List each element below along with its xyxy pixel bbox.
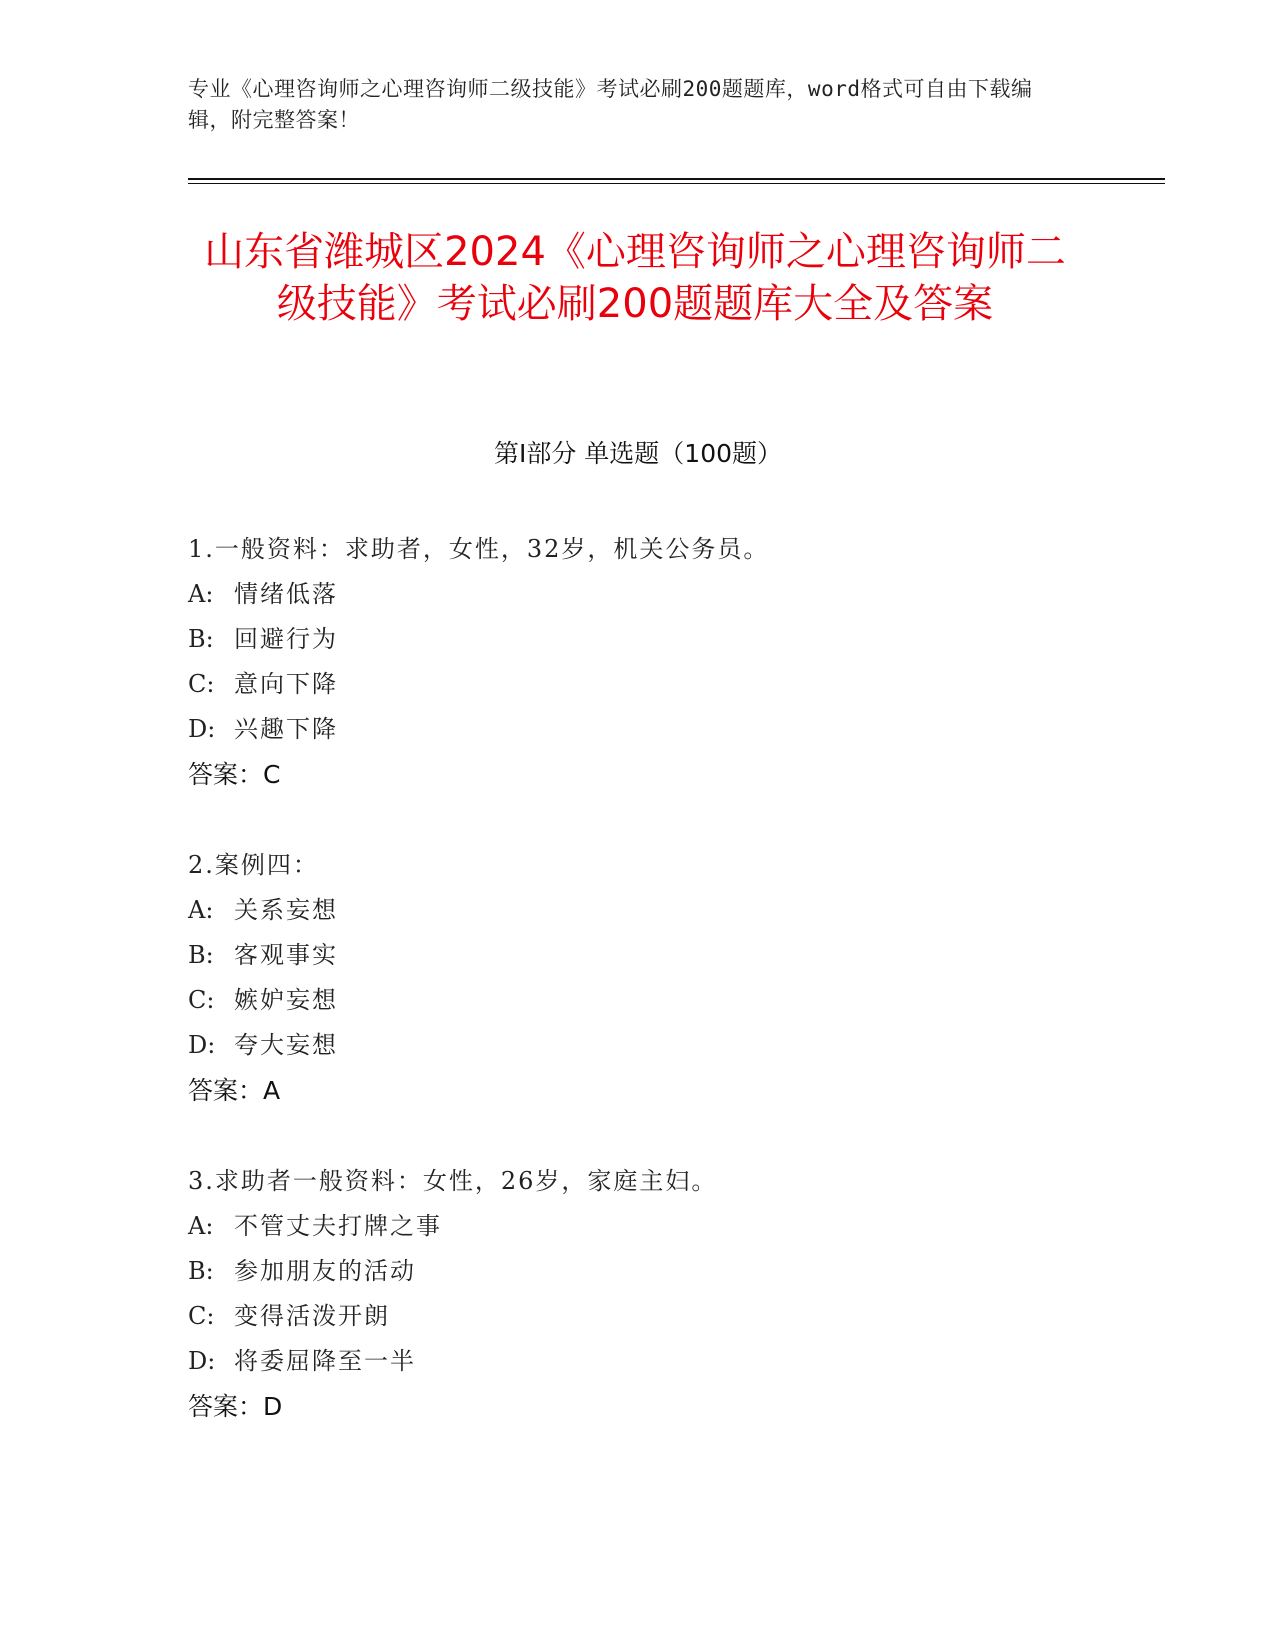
question-item — [188, 1166, 1088, 1436]
option-d — [188, 714, 1088, 759]
option-key: A: — [188, 1212, 214, 1240]
option-text: 兴趣下降 — [234, 715, 338, 743]
question-list — [188, 534, 1088, 1482]
option-key: B: — [188, 625, 214, 653]
header-divider-thick — [188, 178, 1165, 180]
option-text: 关系妄想 — [234, 896, 338, 924]
option-key: A: — [188, 580, 214, 608]
option-b — [188, 940, 1088, 985]
option-key: C: — [188, 670, 215, 698]
option-text: 回避行为 — [234, 625, 338, 653]
option-text: 变得活泼开朗 — [234, 1302, 390, 1330]
question-item — [188, 534, 1088, 804]
option-text: 不管丈夫打牌之事 — [234, 1212, 442, 1240]
document-title: 山东省潍城区2024《心理咨询师之心理咨询师二级技能》考试必刷200题题库大全及答案 — [204, 229, 1066, 327]
header-note: 专业《心理咨询师之心理咨询师二级技能》考试必刷200题题库，word格式可自由下载编辑，附完整答案！ — [188, 77, 1033, 132]
option-c — [188, 669, 1088, 714]
section-heading: 第I部分 单选题（100题） — [493, 439, 783, 468]
question-stem: 3.求助者一般资料：女性，26岁，家庭主妇。 — [188, 1167, 718, 1195]
option-text: 客观事实 — [234, 941, 338, 969]
option-b — [188, 624, 1088, 669]
question-item — [188, 850, 1088, 1120]
option-text: 嫉妒妄想 — [234, 986, 338, 1014]
option-key: C: — [188, 1302, 215, 1330]
option-key: D: — [188, 715, 216, 743]
option-key: C: — [188, 986, 215, 1014]
option-text: 参加朋友的活动 — [234, 1257, 416, 1285]
option-d — [188, 1030, 1088, 1075]
option-d — [188, 1346, 1088, 1391]
header-divider-thin — [188, 183, 1165, 184]
option-text: 意向下降 — [234, 670, 338, 698]
option-key: B: — [188, 941, 214, 969]
option-a — [188, 1211, 1088, 1256]
option-text: 夸大妄想 — [234, 1031, 338, 1059]
answer-line: 答案：C — [188, 760, 281, 789]
option-c — [188, 1301, 1088, 1346]
option-key: B: — [188, 1257, 214, 1285]
option-c — [188, 985, 1088, 1030]
option-b — [188, 1256, 1088, 1301]
question-stem: 1.一般资料：求助者，女性，32岁，机关公务员。 — [188, 535, 770, 563]
answer-line: 答案：D — [188, 1392, 283, 1421]
option-a — [188, 579, 1088, 624]
question-stem: 2.案例四： — [188, 851, 319, 879]
option-text: 情绪低落 — [234, 580, 338, 608]
option-key: A: — [188, 896, 214, 924]
option-key: D: — [188, 1347, 216, 1375]
answer-line: 答案：A — [188, 1076, 281, 1105]
option-key: D: — [188, 1031, 216, 1059]
option-a — [188, 895, 1088, 940]
option-text: 将委屈降至一半 — [234, 1347, 416, 1375]
